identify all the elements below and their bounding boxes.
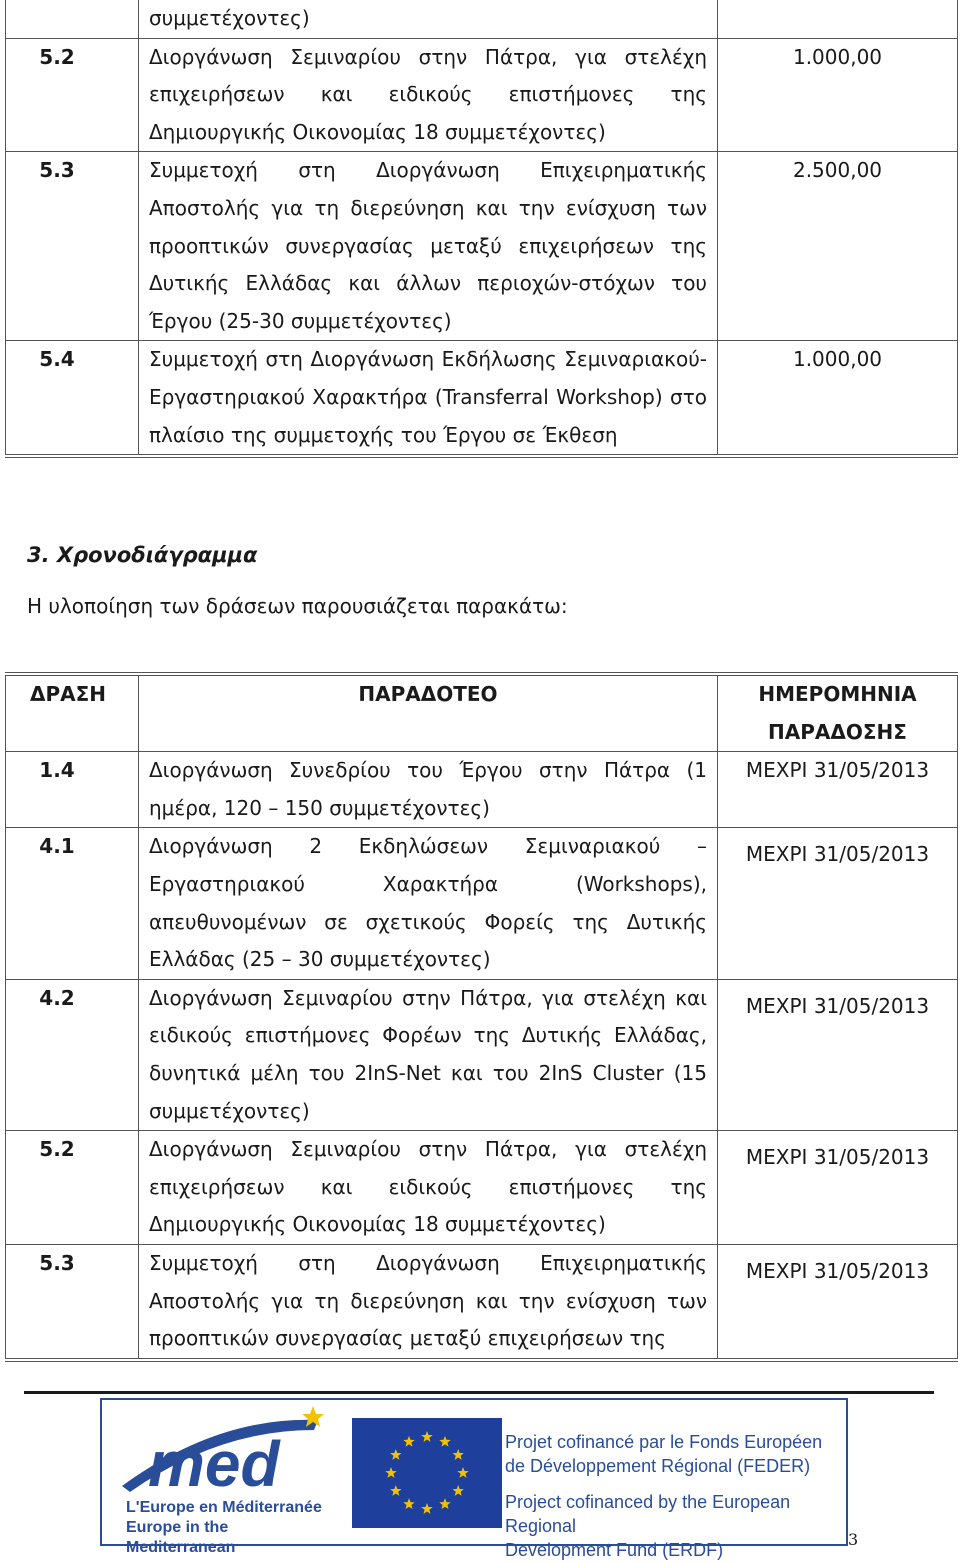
med-logo-caption <box>126 1498 338 1558</box>
header-date-line1: ΗΜΕΡΟΜΗΝΙΑ <box>758 682 917 706</box>
action-description: συμμετέχοντες) <box>139 0 718 38</box>
feder-line1: Projet cofinancé par le Fonds Européen <box>505 1432 823 1452</box>
action-code: 5.2 <box>6 1131 139 1245</box>
delivery-date-value: ΜΕΧΡΙ 31/05/2013 <box>745 1145 930 1170</box>
delivery-date <box>718 1131 958 1245</box>
delivery-date <box>718 752 958 828</box>
med-caption-line2: Europe in the Mediterranean <box>126 1519 236 1556</box>
action-amount: 1.000,00 <box>718 341 958 456</box>
action-amount: 2.500,00 <box>718 152 958 341</box>
erdf-line2: Development Fund (ERDF) <box>505 1540 724 1560</box>
delivery-date-value: ΜΕΧΡΙ 31/05/2013 <box>745 842 930 867</box>
action-description: Διοργάνωση Συνεδρίου του Έργου στην Πάτρα (1 ημέρα, 120 – 150 συμμετέχοντες) <box>139 752 718 828</box>
table-row <box>6 341 958 456</box>
page-number: 3 <box>848 1530 859 1549</box>
action-description: Συμμετοχή στη Διοργάνωση Επιχειρηματικής Αποστολής για τη διερεύνηση και την ενίσχυση των προοπτικών συνεργασίας μεταξύ επιχειρήσεων της <box>139 1244 718 1359</box>
delivery-date-value: ΜΕΧΡΙ 31/05/2013 <box>745 1258 930 1283</box>
table-row <box>6 0 958 38</box>
section-intro: Η υλοποίηση των δράσεων παρουσιάζεται παρακάτω: <box>27 594 568 618</box>
action-code <box>6 0 139 38</box>
action-amount <box>718 0 958 38</box>
table-row <box>6 1131 958 1245</box>
header-delivery-date <box>718 674 958 752</box>
action-code: 5.3 <box>6 152 139 341</box>
header-action: ΔΡΑΣΗ <box>6 674 139 752</box>
med-programme-logo <box>108 1406 338 1556</box>
schedule-table <box>5 672 958 1362</box>
med-caption-line1: L'Europe en Méditerranée <box>126 1499 322 1516</box>
table-row <box>6 1244 958 1359</box>
action-description: Διοργάνωση 2 Εκδηλώσεων Σεμιναριακού – Εργαστηριακού Χαρακτήρα (Workshops), απευθυνομένων σε σχετικούς Φορείς της Δυτικής Ελλάδας (25 – 30 συμμετέχοντες) <box>139 828 718 979</box>
eu-stars-icon <box>352 1418 502 1528</box>
svg-text:med: med <box>148 1428 280 1500</box>
table-row <box>6 979 958 1130</box>
table-row <box>6 828 958 979</box>
header-deliverable: ΠΑΡΑΔΟΤΕΟ <box>139 674 718 752</box>
delivery-date-value: ΜΕΧΡΙ 31/05/2013 <box>745 993 930 1018</box>
delivery-date <box>718 828 958 979</box>
table-row <box>6 38 958 152</box>
action-description: Διοργάνωση Σεμιναρίου στην Πάτρα, για στελέχη επιχειρήσεων και ειδικούς επιστήμονες της Δημιουργικής Οικονομίας 18 συμμετέχοντες) <box>139 1131 718 1245</box>
action-code: 5.3 <box>6 1244 139 1359</box>
footer-rule <box>24 1391 934 1394</box>
header-date-line2: ΠΑΡΑΔΟΣΗΣ <box>768 719 907 744</box>
action-code: 1.4 <box>6 752 139 828</box>
action-description: Συμμετοχή στη Διοργάνωση Επιχειρηματικής Αποστολής για τη διερεύνηση και την ενίσχυση των προοπτικών συνεργασίας μεταξύ επιχειρήσεων της Δυτικής Ελλάδας και άλλων περιοχών-στόχων του Έργου (25-30 συμμετέχοντες) <box>139 152 718 341</box>
table-row <box>6 152 958 341</box>
action-code: 4.2 <box>6 979 139 1130</box>
action-description: Διοργάνωση Σεμιναρίου στην Πάτρα, για στελέχη επιχειρήσεων και ειδικούς επιστήμονες της Δημιουργικής Οικονομίας 18 συμμετέχοντες) <box>139 38 718 152</box>
feder-line2: de Développement Régional (FEDER) <box>505 1456 811 1476</box>
delivery-date <box>718 979 958 1130</box>
footer-logo-banner <box>100 1398 848 1560</box>
action-code: 4.1 <box>6 828 139 979</box>
feder-notice <box>505 1430 822 1478</box>
action-description: Διοργάνωση Σεμιναρίου στην Πάτρα, για στελέχη και ειδικούς επιστήμονες Φορέων της Δυτικής Ελλάδας, δυνητικά μέλη του 2InS-Net και του 2InS Cluster (15 συμμετέχοντες) <box>139 979 718 1130</box>
erdf-line1: Project cofinanced by the European Regional <box>505 1492 791 1536</box>
delivery-date-value: ΜΕΧΡΙ 31/05/2013 <box>745 758 930 783</box>
table-header-row <box>6 674 958 752</box>
table-row <box>6 752 958 828</box>
action-code: 5.2 <box>6 38 139 152</box>
action-code: 5.4 <box>6 341 139 456</box>
erdf-notice <box>505 1490 846 1562</box>
action-description: Συμμετοχή στη Διοργάνωση Εκδήλωσης Σεμιναριακού-Εργαστηριακού Χαρακτήρα (Transferral Workshop) στο πλαίσιο της συμμετοχής του Έργου σε Έκθεση <box>139 341 718 456</box>
delivery-date <box>718 1244 958 1359</box>
section-title: 3. Χρονοδιάγραμμα <box>27 543 258 567</box>
action-amount: 1.000,00 <box>718 38 958 152</box>
budget-table <box>5 0 958 458</box>
